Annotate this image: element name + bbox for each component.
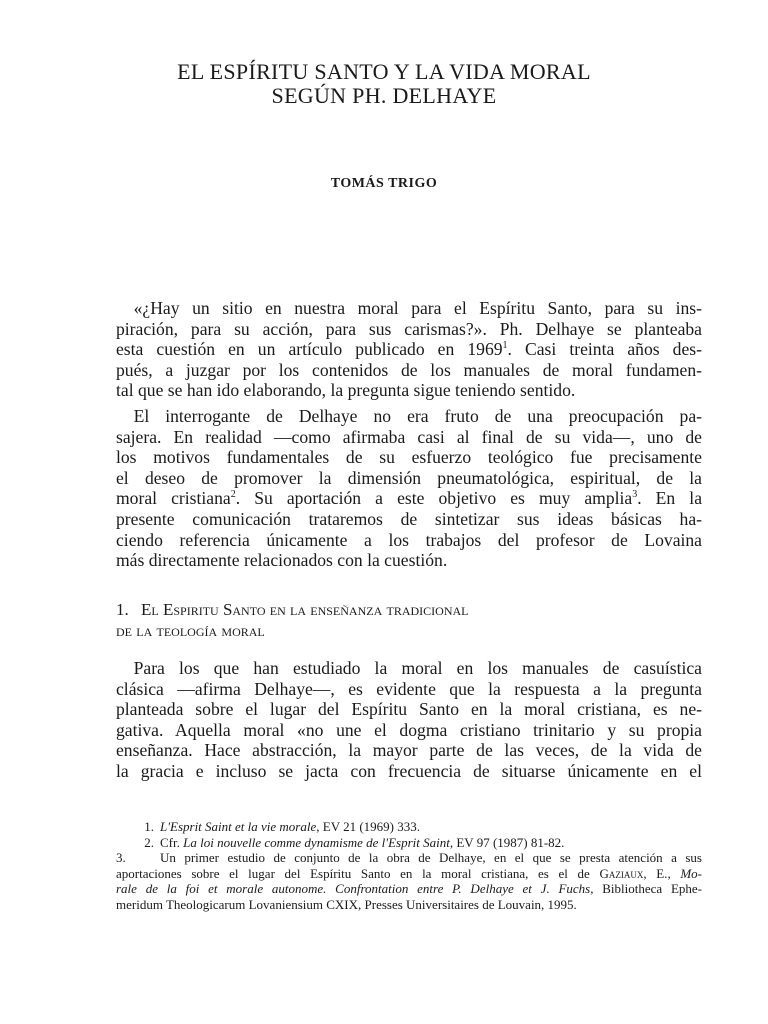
p1-line-4: pués, a juzgar por los contenidos de los manuales de moral fundamen- — [116, 359, 702, 380]
p1-line-5: tal que se han ido elaborando, la pregunta sigue teniendo sentido. — [116, 380, 576, 401]
footnote-3 — [116, 850, 702, 912]
paragraph-1 — [116, 298, 702, 401]
footnote-2-pre: Cfr. — [160, 834, 184, 850]
p2-line-1: El interrogante de Delhaye no era fruto de una preocupación pa- — [133, 406, 702, 426]
footnote-1-title: L'Esprit Saint et la vie morale — [160, 819, 317, 834]
p2-line-4: el deseo de promover la dimensión pneumatológica, espiritual, de la — [116, 467, 702, 488]
footnote-1-number: 1. — [144, 819, 154, 834]
p1-line-3a: esta cuestión en un artículo publicado en 1969 — [116, 339, 503, 360]
section-number: 1. — [116, 600, 129, 619]
footnote-2-title: La loi nouvelle comme dynamisme de l'Esprit Saint — [183, 834, 450, 850]
footnote-2 — [116, 835, 702, 851]
p3-line-4: gativa. Aquella moral «no une el dogma cristiano trinitario y su propia — [116, 719, 702, 740]
title-line-2: SEGÚN PH. DELHAYE — [271, 83, 497, 108]
footnote-3-line-4: meridum Theologicarum Lovaniensium CXIX, Presses Universitaires de Louvain, 1995. — [116, 896, 577, 912]
footnote-2-number: 2. — [144, 834, 154, 850]
footnote-3-title-b: rale de la foi et morale autonome. Confrontation entre P. Delhaye et J. Fuchs — [116, 881, 591, 897]
p1-line-2: piración, para su acción, para sus carismas?». Ph. Delhaye se planteaba — [116, 318, 702, 339]
footnote-1 — [116, 819, 702, 835]
p2-line-6: presente comunicación trataremos de sintetizar sus ideas básicas ha- — [116, 508, 702, 529]
p2-line-5a: moral cristiana — [116, 488, 231, 509]
footnote-3-number: 3. — [116, 850, 126, 866]
p2-line-3: los motivos fundamentales de su esfuerzo teológico fue precisamente — [116, 447, 702, 468]
p3-line-5: enseñanza. Hace abstracción, la mayor parte de las veces, de la vida de — [116, 740, 702, 761]
p2-line-5b: . Su aportación a este objetivo es muy amplia — [235, 488, 633, 509]
p3-line-3: planteada sobre el lugar del Espíritu Santo en la moral cristiana, es ne- — [116, 699, 702, 720]
p2-line-5c: . En la — [637, 488, 702, 509]
p2-line-7: ciendo referencia únicamente a los trabajos del profesor de Lovaina — [116, 529, 702, 550]
paragraph-3 — [116, 658, 702, 782]
p3-line-6: la gracia e incluso se jacta con frecuencia de situarse únicamente en el — [116, 760, 702, 781]
author-name: TOMÁS TRIGO — [330, 176, 438, 191]
footnote-3-line-2a: aportaciones sobre el lugar del Espíritu Santo en la moral cristiana, es el de — [116, 865, 600, 881]
p3-line-2: clásica —afirma Delhaye—, es evidente que la respuesta a la pregunta — [116, 678, 702, 699]
p2-line-8: más directamente relacionados con la cuestión. — [116, 550, 448, 571]
footnote-3-line-1: Un primer estudio de conjunto de la obra de Delhaye, en el que se presta atención a sus — [160, 850, 702, 866]
section-title-line-1: El Espiritu Santo en la enseñanza tradicional — [141, 600, 469, 619]
p2-line-2: sajera. En realidad —como afirmaba casi al final de su vida—, uno de — [116, 426, 702, 447]
footnote-ref-3[interactable]: 3 — [632, 489, 638, 501]
footnote-1-rest: , EV 21 (1969) 333. — [316, 819, 421, 834]
footnote-3-line-2b: , — [667, 865, 681, 881]
p1-line-3b: . Casi treinta años des- — [507, 339, 702, 360]
footnote-3-author: Gaziaux, E. — [599, 865, 668, 881]
footnote-ref-1[interactable]: 1 — [502, 340, 508, 352]
title-line-1: EL ESPÍRITU SANTO Y LA VIDA MORAL — [177, 59, 591, 84]
paragraph-2 — [116, 406, 702, 571]
section-heading-1 — [116, 599, 636, 641]
p1-line-1: «¿Hay un sitio en nuestra moral para el Espíritu Santo, para su ins- — [133, 298, 702, 318]
article-title — [0, 60, 768, 108]
footnote-3-title-a: Mo- — [680, 865, 703, 881]
footnote-ref-2[interactable]: 2 — [230, 489, 236, 501]
footnote-2-rest: , EV 97 (1987) 81-82. — [449, 834, 565, 850]
footnotes — [116, 819, 702, 913]
footnote-3-line-3b: , Bibliotheca Ephe- — [590, 881, 702, 897]
section-title-line-2: de la teología moral — [116, 621, 265, 640]
p3-line-1: Para los que han estudiado la moral en los manuales de casuística — [133, 658, 702, 678]
